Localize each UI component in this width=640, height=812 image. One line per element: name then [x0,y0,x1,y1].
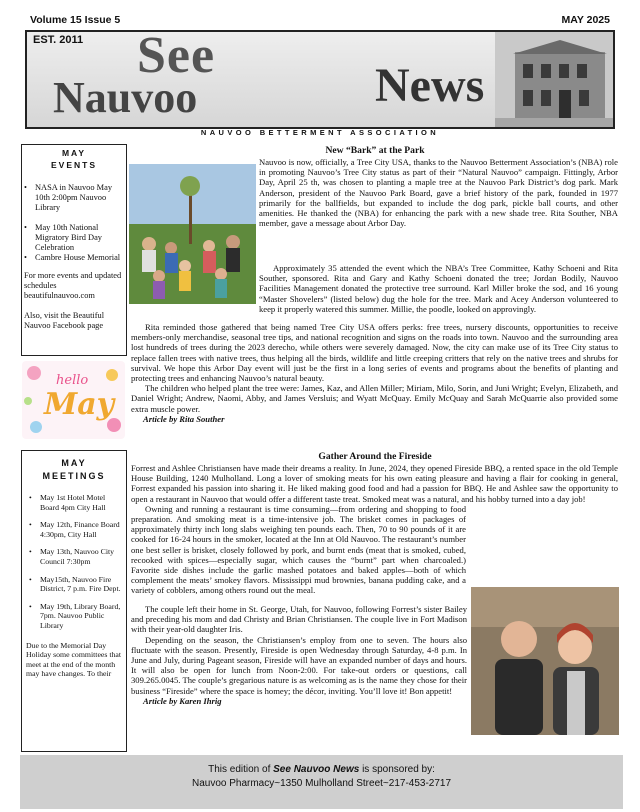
events-list [22,183,126,263]
volume-issue: Volume 15 Issue 5 [30,14,121,26]
paragraph: Depending on the season, the Christiansen’s employ from one to seven. The hours also fluctuate with the season. Presently, Fireside is open Wednesday through Saturday, 4-8 p.m. In June and July, during Pageant season, Fireside will have an expanded number of days and hours. It will also be open for lunch from Noon-2:00. For take-out orders or questions, call 309.265.0045. The couple’s gregarious nature is as welcoming as is the name they chose for their business “Fireside” where the space is homey; the décor, inviting. You’ll love it! Bon appetit! [131,634,467,696]
list-item: • Cambre House Memorial [31,253,126,263]
paragraph: The couple left their home in St. George, Utah, for Nauvoo, following Forrest’s sister Bailey and preceding his mom and dad Christy and Brian Christiansen. The couple live in Fort Madison with their year-old daughter Iris. [131,604,467,635]
may-events-title [22,147,126,171]
title-line: MAY [61,148,87,158]
may-meetings-box [21,450,127,752]
newsletter-title: See Nauvoo News [273,764,360,775]
issue-line [30,14,610,30]
historic-building-illustration [495,32,613,127]
meetings-list [22,493,126,631]
paragraph: Forrest and Ashlee Christiansen have made their dreams a reality. In June, 2024, they opened Fireside BBQ, a rented space in the old Temple House Building, 1240 Mulholland. Long a lover of smoking meats for his own eating pleasure and having a flair for cooking in general, Forrest expanded his passion into sharing it. He liked making good food and had a passion for BBQ. He and Ashlee saw the opportunity to open a restaurant in Nauvoo that would offer a different taste treat. Smoked meat was a natural, and his hobby turned into a day job! [131,463,618,504]
may-text: May [44,387,115,422]
list-item: • May 10th National Migratory Bird Day Celebration [31,223,126,253]
paragraph: Nauvoo is now, officially, a Tree City USA, thanks to the Nauvoo Betterment Association’s (NBA) role in promoting Nauvoo’s Tree City status as part of their “Natural Nauvoo” campaign. Fittingly, Arbor Day, April 25 th, was chosen to planting a maple tree at the Nauvoo Park District’s dog park. Mark Anderson, president of the Nauvoo Park Board, gave a brief history of the park, founded in 1977 primarily for the ballfields, but expanded to include the dog park, pickle ball courts, and other amenities. He thanked the (NBA) for enhancing the park with a new shade tree. Rita Souther, NBA member, gave a message about Arbor Day. [259,157,618,229]
paragraph: Approximately 35 attended the event which the NBA’s Tree Committee, Kathy Schoeni and Rita Souther, sponsored. Rita and Gary and Kathy Schoeni donated the tree; Jordan Bodily, Nauvoo Facilities Management donated the protective tree surround. Karl Miller broke the sod, and 16 young “Master Shovelers” (listed below) dug the hole for the tree. Mark and Acey Anderson volunteered to keep it properly watered this summer. Millie, the poodle, looked on approvingly. [259,263,618,314]
article-byline: Article by Rita Souther [143,413,225,424]
sponsor-line [20,763,623,777]
facebook-note: Also, visit the Beautiful Nauvoo Facebook page [24,311,105,330]
owners-photo [471,587,619,735]
tree-planting-photo [129,164,256,304]
title-line: MAY [61,458,87,468]
list-item: • May 1st Hotel Motel Board 4pm City Hall [36,493,126,512]
association-name: NAUVOO BETTERMENT ASSOCIATION [200,128,440,137]
list-item: • NASA in Nauvoo May 10th 2:00pm Nauvoo Library [31,183,126,213]
article-byline: Article by Karen Ihrig [143,695,222,706]
masthead-see: See [137,30,216,84]
list-item: • May 19th, Library Board, 7pm. Nauvoo Public Library [36,602,126,631]
list-item: • May 13th, Nauvoo City Council 7:30pm [36,547,126,566]
sponsor-pre: This edition of [208,764,274,775]
may-meetings-title [22,457,126,483]
paragraph: Rita reminded those gathered that being named Tree City USA offers perks: free trees, nursery discounts, opportunities to receive members-only merchandise, seasonal tree tips, and national recognition and signs on the roads into town. Nauvoo and the surrounding area lost hundreds of trees during the 2023 derecho, while others were severely damaged. Now, the city can make use of its Tree City status to replace fallen trees with native trees, thus helping all the birds, wildlife and little creeping critters that rely on the native trees and shrubs for survival. We hope this Arbor Day event will just be the first in a long series of events and programs about the benefits of planting and protecting trees and enhancing Nauvoo’s natural beauty. [131,322,618,384]
article-heading: Gather Around the Fireside [318,451,432,462]
title-line: MEETINGS [42,471,106,481]
hello-may-graphic [22,361,125,439]
events-note: For more events and updated schedules beautifulnauvoo.com [24,271,122,300]
masthead [25,30,615,129]
issue-date: MAY 2025 [561,14,610,26]
list-item: • May 12th, Finance Board 4:30pm, City Hall [36,520,126,539]
article-heading: New “Bark” at the Park [325,145,425,156]
paragraph: The children who helped plant the tree were: James, Kaz, and Allen Miller; Miriam, Milo, Sorin, and Juni Wright; Evelyn, Elizabeth, and Daniel Wright; Andrew, Naomi, Abby, and James Versluis; and Wyatt McQuay. Emily McQuay and Sarah McQuarrie also provided some extra muscle power. [131,383,618,414]
sponsor-name: Nauvoo Pharmacy~1350 Mulholland Street~217-453-2717 [191,778,452,789]
may-events-box [21,144,127,356]
list-item: • May15th, Nauvoo Fire District, 7 p.m. Fire Dept. [36,575,126,594]
sponsor-footer [20,755,623,809]
sponsor-post: is sponsored by: [359,764,435,775]
hello-text: hello [56,373,89,388]
masthead-nauvoo: Nauvoo [53,73,198,122]
established-label: EST. 2011 [33,34,84,46]
meetings-note: Due to the Memorial Day Holiday some committees that meet at the end of the month may have changes. To their [26,640,122,679]
title-line: EVENTS [50,160,97,170]
paragraph: Owning and running a restaurant is time consuming—from ordering and shopping to food preparation. And smoking meat is a time-intensive job. The brisket comes in packages of approximately thirty inch long slabs weighing ten pounds each. Then, 70 to 90 pounds of it are cooked for 16-24 hours in the smoker, located at the Inn at Old Nauvoo. The restaurant’s number one best seller is brisket, closely followed by pork, and burnt ends (meat that is smoked, cubed, recooked with spices—especially sugar, which causes the “burnt” part when charcoaled.) Favorite side dishes include the garlic mashed potatoes and baked apples—both of which complement the meats’ smokey flavors. Mississippi mud brownies, banana pudding cake, and a variety of cobblers, among others round out the meal. [131,503,466,596]
masthead-news: News [375,59,485,112]
